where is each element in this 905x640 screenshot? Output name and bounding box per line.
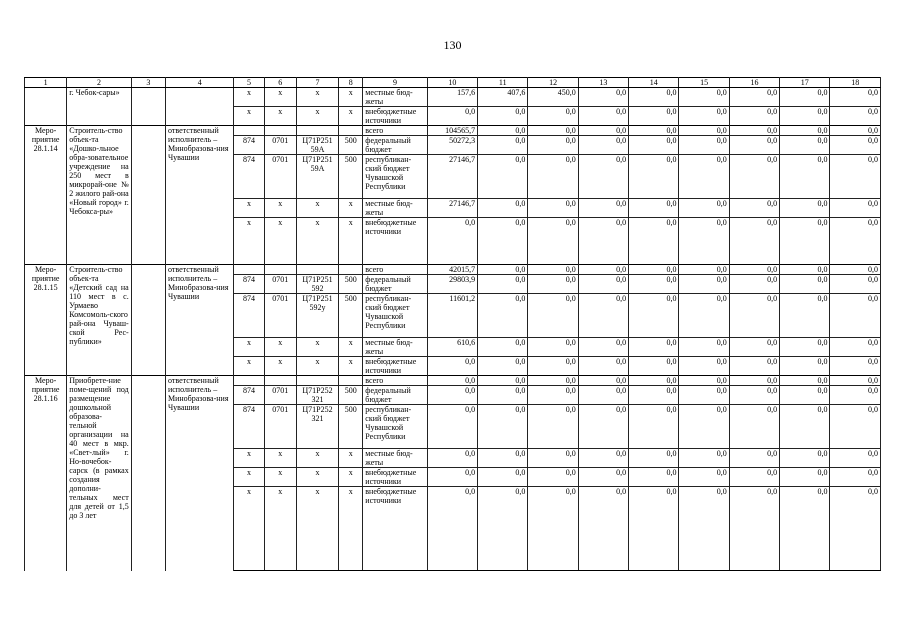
value-cell: 0,0 xyxy=(729,376,779,386)
value-cell: 0,0 xyxy=(830,218,881,265)
value-cell: 0,0 xyxy=(629,449,679,468)
value-cell: 0,0 xyxy=(729,88,779,107)
value-cell: 0,0 xyxy=(478,376,528,386)
code-cell-c7: х xyxy=(296,218,338,265)
code-cell-c5: х xyxy=(234,199,264,218)
value-cell: 0,0 xyxy=(729,265,779,275)
total-cell: 0,0 xyxy=(427,405,477,449)
code-cell-c8: х xyxy=(339,199,363,218)
code-cell-c5: х xyxy=(234,107,264,126)
value-cell: 0,0 xyxy=(528,294,578,338)
code-cell-c7: Ц71Р251 59А xyxy=(296,136,338,155)
value-cell: 0,0 xyxy=(679,126,729,136)
funding-source-cell: всего xyxy=(363,126,427,136)
column-header: 6 xyxy=(264,78,296,88)
value-cell: 0,0 xyxy=(830,199,881,218)
total-cell: 42015,7 xyxy=(427,265,477,275)
total-cell: 29803,9 xyxy=(427,275,477,294)
value-cell: 0,0 xyxy=(528,155,578,199)
value-cell: 0,0 xyxy=(780,405,830,449)
value-cell: 0,0 xyxy=(679,136,729,155)
value-cell: 0,0 xyxy=(578,487,628,571)
value-cell: 0,0 xyxy=(528,338,578,357)
value-cell: 0,0 xyxy=(780,357,830,376)
total-cell: 0,0 xyxy=(427,468,477,487)
value-cell: 0,0 xyxy=(679,199,729,218)
funding-source-cell: федеральный бюджет xyxy=(363,386,427,405)
value-cell: 0,0 xyxy=(830,468,881,487)
value-cell: 0,0 xyxy=(679,357,729,376)
value-cell: 0,0 xyxy=(578,294,628,338)
value-cell: 0,0 xyxy=(679,449,729,468)
page-number: 130 xyxy=(443,38,462,52)
value-cell: 0,0 xyxy=(679,294,729,338)
value-cell: 0,0 xyxy=(578,468,628,487)
value-cell: 0,0 xyxy=(528,468,578,487)
column-header: 18 xyxy=(830,78,881,88)
funding-source-cell: федеральный бюджет xyxy=(363,275,427,294)
value-cell: 0,0 xyxy=(578,155,628,199)
column-header: 15 xyxy=(679,78,729,88)
column-header: 5 xyxy=(234,78,264,88)
column-header: 10 xyxy=(427,78,477,88)
measure-name-cell: г. Чебок-сары» xyxy=(67,88,131,126)
code-cell-c8 xyxy=(339,265,363,275)
code-cell-c7: Ц71Р251 592у xyxy=(296,294,338,338)
column-header: 11 xyxy=(478,78,528,88)
code-cell-c7: х xyxy=(296,357,338,376)
value-cell: 0,0 xyxy=(629,218,679,265)
value-cell: 0,0 xyxy=(629,155,679,199)
code-cell-c7: Ц71Р251 59А xyxy=(296,155,338,199)
value-cell: 0,0 xyxy=(830,126,881,136)
table-header xyxy=(25,78,881,88)
column-header: 4 xyxy=(165,78,233,88)
value-cell: 0,0 xyxy=(528,357,578,376)
value-cell: 0,0 xyxy=(629,338,679,357)
value-cell: 0,0 xyxy=(679,107,729,126)
value-cell: 0,0 xyxy=(679,376,729,386)
code-cell-c6: х xyxy=(264,449,296,468)
value-cell: 0,0 xyxy=(578,218,628,265)
code-cell-c5 xyxy=(234,376,264,386)
measure-code-cell: Меро-приятие 28.1.15 xyxy=(25,265,67,376)
table-row xyxy=(25,265,881,275)
value-cell: 0,0 xyxy=(830,405,881,449)
value-cell: 0,0 xyxy=(478,265,528,275)
total-cell: 27146,7 xyxy=(427,199,477,218)
code-cell-c7: Ц71Р252 321 xyxy=(296,386,338,405)
total-cell: 27146,7 xyxy=(427,155,477,199)
value-cell: 0,0 xyxy=(629,386,679,405)
value-cell: 0,0 xyxy=(729,338,779,357)
value-cell: 0,0 xyxy=(830,357,881,376)
code-cell-c6: 0701 xyxy=(264,136,296,155)
code-cell-c7 xyxy=(296,126,338,136)
value-cell: 0,0 xyxy=(780,88,830,107)
code-cell-c8: х xyxy=(339,107,363,126)
column-header: 9 xyxy=(363,78,427,88)
value-cell: 0,0 xyxy=(478,218,528,265)
executor-cell: ответственный исполнитель – Минобразова-ния Чувашии xyxy=(165,265,233,376)
table-body xyxy=(25,88,881,571)
value-cell: 0,0 xyxy=(729,136,779,155)
code-cell-c6 xyxy=(264,265,296,275)
value-cell: 0,0 xyxy=(578,136,628,155)
value-cell: 0,0 xyxy=(578,88,628,107)
code-cell-c8: 500 xyxy=(339,155,363,199)
value-cell: 0,0 xyxy=(478,386,528,405)
table-row xyxy=(25,376,881,386)
value-cell: 0,0 xyxy=(578,107,628,126)
value-cell: 0,0 xyxy=(729,199,779,218)
funding-source-cell: республикан-ский бюджет Чувашской Республики xyxy=(363,294,427,338)
code-cell-c8: х xyxy=(339,218,363,265)
table-row xyxy=(25,126,881,136)
table-row xyxy=(25,88,881,107)
code-cell-c6 xyxy=(264,376,296,386)
code-cell-c6: х xyxy=(264,357,296,376)
code-cell-c6: 0701 xyxy=(264,155,296,199)
total-cell: 0,0 xyxy=(427,218,477,265)
value-cell: 0,0 xyxy=(578,275,628,294)
code-cell-c5 xyxy=(234,265,264,275)
value-cell: 0,0 xyxy=(478,126,528,136)
value-cell: 0,0 xyxy=(780,376,830,386)
code-cell-c5: х xyxy=(234,449,264,468)
value-cell: 0,0 xyxy=(679,218,729,265)
value-cell: 0,0 xyxy=(629,265,679,275)
value-cell: 0,0 xyxy=(629,405,679,449)
code-cell-c6: х xyxy=(264,107,296,126)
budget-table xyxy=(24,77,881,571)
value-cell: 0,0 xyxy=(830,338,881,357)
code-cell-c7 xyxy=(296,376,338,386)
code-cell-c8: 500 xyxy=(339,294,363,338)
code-cell-c8: х xyxy=(339,357,363,376)
value-cell: 0,0 xyxy=(830,155,881,199)
code-cell-c8: х xyxy=(339,487,363,571)
code-cell-c5: х xyxy=(234,338,264,357)
value-cell: 0,0 xyxy=(478,338,528,357)
code-cell-c5: 874 xyxy=(234,294,264,338)
column-header: 16 xyxy=(729,78,779,88)
column-header: 2 xyxy=(67,78,131,88)
code-cell-c8: 500 xyxy=(339,405,363,449)
value-cell: 0,0 xyxy=(679,338,729,357)
total-cell: 0,0 xyxy=(427,107,477,126)
value-cell: 0,0 xyxy=(780,386,830,405)
value-cell: 0,0 xyxy=(629,376,679,386)
measure-code-cell: Меро-приятие 28.1.16 xyxy=(25,376,67,571)
funding-source-cell: внебюджетные источники xyxy=(363,218,427,265)
value-cell: 0,0 xyxy=(780,107,830,126)
value-cell: 0,0 xyxy=(629,487,679,571)
code-cell-c7: х xyxy=(296,449,338,468)
code-cell-c6: х xyxy=(264,487,296,571)
value-cell: 0,0 xyxy=(629,357,679,376)
value-cell: 0,0 xyxy=(679,487,729,571)
measure-name-cell: Строитель-ство объек-та «Дошко-льное обра-зовательное учреждение на 250 мест в микрорай-оне № 2 жилого рай-она «Новый город» г. Чебокса-ры» xyxy=(67,126,131,265)
code-cell-c7: х xyxy=(296,338,338,357)
value-cell: 0,0 xyxy=(528,126,578,136)
code-cell-c7: Ц71Р251 592 xyxy=(296,275,338,294)
value-cell: 0,0 xyxy=(780,218,830,265)
value-cell: 0,0 xyxy=(729,357,779,376)
executor-cell xyxy=(165,88,233,126)
value-cell: 0,0 xyxy=(729,218,779,265)
value-cell: 0,0 xyxy=(679,88,729,107)
value-cell: 0,0 xyxy=(528,275,578,294)
value-cell: 0,0 xyxy=(629,126,679,136)
code-cell-c8: 500 xyxy=(339,386,363,405)
value-cell: 0,0 xyxy=(679,405,729,449)
total-cell: 0,0 xyxy=(427,376,477,386)
column-header: 8 xyxy=(339,78,363,88)
value-cell: 0,0 xyxy=(780,487,830,571)
funding-source-cell: местные бюд-жеты xyxy=(363,338,427,357)
measure-code-cell xyxy=(25,88,67,126)
executor-cell: ответственный исполнитель – Минобразова-ния Чувашии xyxy=(165,376,233,571)
value-cell: 0,0 xyxy=(478,405,528,449)
value-cell: 0,0 xyxy=(478,357,528,376)
funding-source-cell: всего xyxy=(363,376,427,386)
value-cell: 0,0 xyxy=(578,357,628,376)
value-cell: 0,0 xyxy=(528,376,578,386)
value-cell: 0,0 xyxy=(729,155,779,199)
value-cell: 0,0 xyxy=(578,199,628,218)
funding-source-cell: внебюджетные источники xyxy=(363,487,427,571)
value-cell: 0,0 xyxy=(780,294,830,338)
value-cell: 0,0 xyxy=(830,107,881,126)
code-cell-c6: х xyxy=(264,88,296,107)
value-cell: 0,0 xyxy=(679,386,729,405)
value-cell: 0,0 xyxy=(780,265,830,275)
value-cell: 0,0 xyxy=(679,275,729,294)
value-cell: 0,0 xyxy=(830,386,881,405)
code-cell-c7 xyxy=(296,265,338,275)
code-cell-c6: х xyxy=(264,338,296,357)
value-cell: 0,0 xyxy=(830,449,881,468)
code-cell-c8: х xyxy=(339,468,363,487)
value-cell: 0,0 xyxy=(629,88,679,107)
code-cell-c5: х xyxy=(234,468,264,487)
value-cell: 0,0 xyxy=(478,275,528,294)
value-cell: 0,0 xyxy=(578,338,628,357)
value-cell: 0,0 xyxy=(780,126,830,136)
total-cell: 610,6 xyxy=(427,338,477,357)
column-header: 17 xyxy=(780,78,830,88)
funding-source-cell: местные бюд-жеты xyxy=(363,449,427,468)
value-cell: 0,0 xyxy=(830,136,881,155)
measure-name-cell: Приобрете-ние поме-щений под размещение дошкольной образова-тельной организации на 40 мест в мкр. «Свет-лый» г. Но-вочебок-сарск (в рамках создания дополни-тельных мест для детей от 1,5 до 3 лет xyxy=(67,376,131,571)
empty-cell xyxy=(131,88,165,126)
code-cell-c8: 500 xyxy=(339,275,363,294)
value-cell: 0,0 xyxy=(578,126,628,136)
value-cell: 0,0 xyxy=(679,155,729,199)
value-cell: 0,0 xyxy=(578,386,628,405)
value-cell: 0,0 xyxy=(780,275,830,294)
value-cell: 0,0 xyxy=(729,386,779,405)
value-cell: 0,0 xyxy=(629,107,679,126)
value-cell: 0,0 xyxy=(780,338,830,357)
code-cell-c6: х xyxy=(264,218,296,265)
value-cell: 0,0 xyxy=(830,275,881,294)
value-cell: 0,0 xyxy=(478,449,528,468)
code-cell-c6: 0701 xyxy=(264,386,296,405)
code-cell-c5: 874 xyxy=(234,155,264,199)
funding-source-cell: внебюджетные источники xyxy=(363,107,427,126)
code-cell-c5 xyxy=(234,126,264,136)
code-cell-c7: Ц71Р252 321 xyxy=(296,405,338,449)
total-cell: 0,0 xyxy=(427,449,477,468)
column-header: 7 xyxy=(296,78,338,88)
measure-code-cell: Меро-приятие 28.1.14 xyxy=(25,126,67,265)
value-cell: 0,0 xyxy=(528,405,578,449)
value-cell: 0,0 xyxy=(679,468,729,487)
funding-source-cell: внебюджетные источники xyxy=(363,357,427,376)
value-cell: 0,0 xyxy=(528,136,578,155)
value-cell: 0,0 xyxy=(679,265,729,275)
column-header: 13 xyxy=(578,78,628,88)
code-cell-c7: х xyxy=(296,468,338,487)
funding-source-cell: местные бюд-жеты xyxy=(363,88,427,107)
measure-name-cell: Строитель-ство объек-та «Детский сад на 110 мест в с. Урмаево Комсомоль-ского рай-она Чуваш-ской Рес-публики» xyxy=(67,265,131,376)
value-cell: 450,0 xyxy=(528,88,578,107)
value-cell: 0,0 xyxy=(578,449,628,468)
code-cell-c7: х xyxy=(296,88,338,107)
value-cell: 0,0 xyxy=(729,107,779,126)
value-cell: 0,0 xyxy=(830,487,881,571)
value-cell: 0,0 xyxy=(528,218,578,265)
column-header: 1 xyxy=(25,78,67,88)
value-cell: 0,0 xyxy=(528,265,578,275)
total-cell: 104565,7 xyxy=(427,126,477,136)
value-cell: 0,0 xyxy=(729,487,779,571)
value-cell: 0,0 xyxy=(629,294,679,338)
code-cell-c8 xyxy=(339,376,363,386)
value-cell: 0,0 xyxy=(578,265,628,275)
column-header: 12 xyxy=(528,78,578,88)
funding-source-cell: внебюджетные источники xyxy=(363,468,427,487)
value-cell: 0,0 xyxy=(729,405,779,449)
funding-source-cell: республикан-ский бюджет Чувашской Республики xyxy=(363,405,427,449)
code-cell-c5: 874 xyxy=(234,405,264,449)
code-cell-c7: х xyxy=(296,487,338,571)
total-cell: 0,0 xyxy=(427,357,477,376)
column-header: 3 xyxy=(131,78,165,88)
value-cell: 0,0 xyxy=(528,449,578,468)
code-cell-c5: х xyxy=(234,218,264,265)
code-cell-c8: х xyxy=(339,449,363,468)
funding-source-cell: всего xyxy=(363,265,427,275)
total-cell: 11601,2 xyxy=(427,294,477,338)
value-cell: 0,0 xyxy=(578,376,628,386)
value-cell: 0,0 xyxy=(629,199,679,218)
value-cell: 0,0 xyxy=(629,136,679,155)
value-cell: 0,0 xyxy=(478,136,528,155)
value-cell: 0,0 xyxy=(830,265,881,275)
funding-source-cell: местные бюд-жеты xyxy=(363,199,427,218)
code-cell-c7: х xyxy=(296,199,338,218)
empty-cell xyxy=(131,126,165,265)
code-cell-c6 xyxy=(264,126,296,136)
total-cell: 0,0 xyxy=(427,386,477,405)
empty-cell xyxy=(131,376,165,571)
value-cell: 0,0 xyxy=(478,199,528,218)
code-cell-c6: 0701 xyxy=(264,275,296,294)
total-cell: 157,6 xyxy=(427,88,477,107)
code-cell-c5: 874 xyxy=(234,275,264,294)
value-cell: 0,0 xyxy=(729,294,779,338)
code-cell-c7: х xyxy=(296,107,338,126)
code-cell-c5: х xyxy=(234,487,264,571)
value-cell: 407,6 xyxy=(478,88,528,107)
value-cell: 0,0 xyxy=(528,107,578,126)
value-cell: 0,0 xyxy=(478,468,528,487)
value-cell: 0,0 xyxy=(830,294,881,338)
total-cell: 50272,3 xyxy=(427,136,477,155)
value-cell: 0,0 xyxy=(528,386,578,405)
value-cell: 0,0 xyxy=(729,275,779,294)
value-cell: 0,0 xyxy=(780,468,830,487)
value-cell: 0,0 xyxy=(478,155,528,199)
value-cell: 0,0 xyxy=(528,487,578,571)
value-cell: 0,0 xyxy=(578,405,628,449)
code-cell-c8: х xyxy=(339,88,363,107)
funding-source-cell: федеральный бюджет xyxy=(363,136,427,155)
value-cell: 0,0 xyxy=(478,487,528,571)
empty-cell xyxy=(131,265,165,376)
code-cell-c6: х xyxy=(264,468,296,487)
value-cell: 0,0 xyxy=(729,126,779,136)
value-cell: 0,0 xyxy=(478,107,528,126)
code-cell-c5: х xyxy=(234,357,264,376)
value-cell: 0,0 xyxy=(729,468,779,487)
funding-source-cell: республикан-ский бюджет Чувашской Республики xyxy=(363,155,427,199)
value-cell: 0,0 xyxy=(629,275,679,294)
executor-cell: ответственный исполнитель – Минобразова-ния Чувашии xyxy=(165,126,233,265)
value-cell: 0,0 xyxy=(478,294,528,338)
code-cell-c8: х xyxy=(339,338,363,357)
column-header: 14 xyxy=(629,78,679,88)
value-cell: 0,0 xyxy=(528,199,578,218)
value-cell: 0,0 xyxy=(830,376,881,386)
value-cell: 0,0 xyxy=(780,136,830,155)
value-cell: 0,0 xyxy=(729,449,779,468)
value-cell: 0,0 xyxy=(780,449,830,468)
code-cell-c6: х xyxy=(264,199,296,218)
code-cell-c5: 874 xyxy=(234,136,264,155)
value-cell: 0,0 xyxy=(780,155,830,199)
total-cell: 0,0 xyxy=(427,487,477,571)
value-cell: 0,0 xyxy=(780,199,830,218)
code-cell-c8 xyxy=(339,126,363,136)
code-cell-c6: 0701 xyxy=(264,405,296,449)
code-cell-c8: 500 xyxy=(339,136,363,155)
value-cell: 0,0 xyxy=(830,88,881,107)
code-cell-c5: х xyxy=(234,88,264,107)
code-cell-c5: 874 xyxy=(234,386,264,405)
value-cell: 0,0 xyxy=(629,468,679,487)
code-cell-c6: 0701 xyxy=(264,294,296,338)
